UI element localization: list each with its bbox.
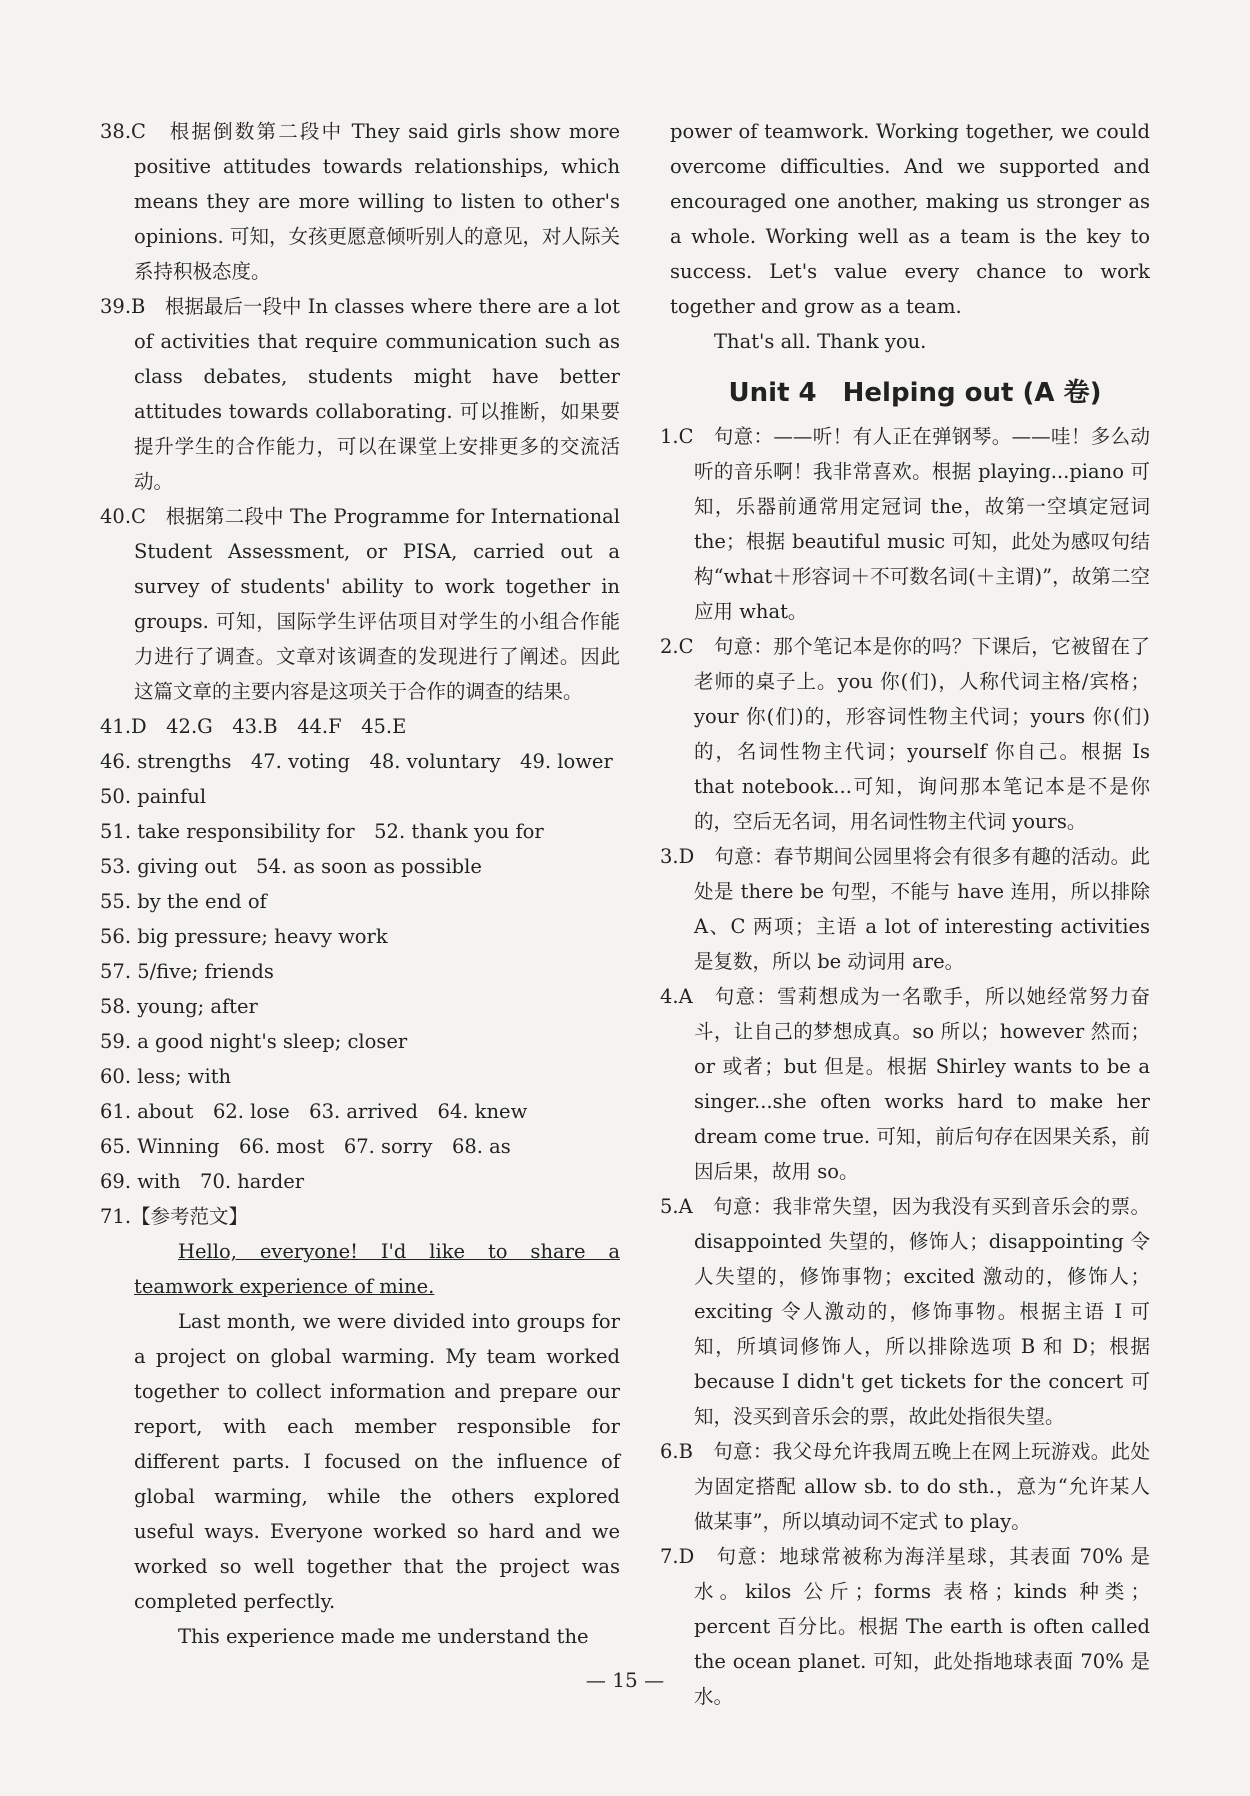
answer-line: 69. with 70. harder — [100, 1170, 305, 1193]
item-number: 5. — [660, 1195, 679, 1218]
answer-line: 57. 5/five; friends — [100, 960, 274, 983]
item-number: 3. — [660, 845, 679, 868]
answer-item-6 — [660, 1434, 1150, 1539]
item-text: C 句意：——听！有人正在弹钢琴。——哇！多么动听的音乐啊！我非常喜欢。根据 playing...piano 可知，乐器前通常用定冠词 the，故第一空填定冠词 the；根据 beautiful music 可知，此处为感叹句结构“what＋形容词＋不可数名词(＋主谓)”，故第二空应用 what。 — [678, 425, 1150, 623]
answer-line: 60. less; with — [100, 1065, 232, 1088]
item-text: C 根据第二段中 The Programme for International Student Assessment, or PISA, carried out a survey of students' ability to work together in groups. 可知，国际学生评估项目对学生的小组合作能力进行了调查。文章对该调查的发现进行了阐述。因此这篇文章的主要内容是这项关于合作的调查的结果。 — [131, 505, 620, 703]
answer-line: 59. a good night's sleep; closer — [100, 1030, 408, 1053]
model-essay — [100, 1234, 620, 1654]
item-text: D 句意：春节期间公园里将会有很多有趣的活动。此处是 there be 句型，不能与 have 连用，所以排除 A、C 两项；主语 a lot of interesting activities 是复数，所以 be 动词用 are。 — [678, 845, 1150, 973]
essay-paragraph: Hello, everyone! I'd like to share a teamwork experience of mine. — [134, 1240, 620, 1298]
answer-item-4 — [660, 979, 1150, 1189]
essay-closing: That's all. Thank you. — [714, 330, 927, 353]
answer-line: 58. young; after — [100, 995, 258, 1018]
answer-line: 65. Winning 66. most 67. sorry 68. as — [100, 1135, 511, 1158]
answer-line: 56. big pressure; heavy work — [100, 925, 388, 948]
answer-line: 46. strengths 47. voting 48. voluntary 49. lower — [100, 750, 613, 773]
essay-paragraph: power of teamwork. Working together, we could overcome difficulties. And we supported and encouraged one another, making us stronger as a whole. Working well as a team is the key to success. Let's value every chance to work together and grow as a team. — [670, 120, 1150, 318]
essay-paragraph: This experience made me understand the — [178, 1625, 589, 1648]
answer-line: 61. about 62. lose 63. arrived 64. knew — [100, 1100, 528, 1123]
essay-continuation — [660, 114, 1150, 359]
item-text: C 句意：那个笔记本是你的吗？下课后，它被留在了老师的桌子上。you 你(们)，人称代词主格/宾格；your 你(们)的，形容词性物主代词；yours 你(们)的，名词性物主代词；yourself 你自己。根据 Is that notebook...可知，询问那本笔记本是不是你的，空后无名词，用名词性物主代词 yours。 — [678, 635, 1150, 833]
answer-item-1 — [660, 419, 1150, 629]
answer-item-2 — [660, 629, 1150, 839]
unit-title: Unit 4 Helping out (A 卷) — [728, 378, 1102, 408]
item-number: 7. — [660, 1545, 679, 1568]
item-text: A 句意：雪莉想成为一名歌手，所以她经常努力奋斗，让自己的梦想成真。so 所以；however 然而；or 或者；but 但是。根据 Shirley wants to be a singer...she often works hard to make her dream come true. 可知，前后句存在因果关系，前因后果，故用 so。 — [678, 985, 1150, 1183]
page-number: — 15 — — [585, 1668, 665, 1692]
item-text: B 根据最后一段中 In classes where there are a lot of activities that require communication such as class debates, students might have better attitudes towards collaborating. 可以推断，如果要提升学生的合作能力，可以在课堂上安排更多的交流活动。 — [131, 295, 620, 493]
item-number: 1. — [660, 425, 679, 448]
answer-line: 51. take responsibility for 52. thank you for — [100, 820, 544, 843]
item-text: A 句意：我非常失望，因为我没有买到音乐会的票。disappointed 失望的，修饰人；disappointing 令人失望的，修饰事物；excited 激动的，修饰人；exciting 令人激动的，修饰事物。根据主语 I 可知，所填词修饰人，所以排除选项 B 和 D；根据 because I didn't get tickets for the concert 可知，没买到音乐会的票，故此处指很失望。 — [678, 1195, 1150, 1428]
answer-item-40 — [100, 499, 620, 709]
answer-line: 53. giving out 54. as soon as possible — [100, 855, 482, 878]
answer-line: 41.D 42.G 43.B 44.F 45.E — [100, 715, 407, 738]
right-column — [660, 114, 1150, 1714]
item-number: 38. — [100, 120, 132, 143]
answer-item-39 — [100, 289, 620, 499]
answer-item-5 — [660, 1189, 1150, 1434]
essay-paragraph: Last month, we were divided into groups for a project on global warming. My team worked together to collect information and prepare our report, with each member responsible for different parts. I focused on the influence of global warming, while the others explored useful ways. Everyone worked so hard and we worked so well together that the project was completed perfectly. — [134, 1310, 620, 1613]
item-text: B 句意：我父母允许我周五晚上在网上玩游戏。此处为固定搭配 allow sb. to do sth.，意为“允许某人做某事”，所以填动词不定式 to play。 — [678, 1440, 1150, 1533]
answer-line: 55. by the end of — [100, 890, 267, 913]
item-number: 6. — [660, 1440, 679, 1463]
item-number: 4. — [660, 985, 679, 1008]
answer-item-38 — [100, 114, 620, 289]
answer-item-3 — [660, 839, 1150, 979]
item-text: C 根据倒数第二段中 They said girls show more positive attitudes towards relationships, which means they are more willing to listen to other's opinions. 可知，女孩更愿意倾听别人的意见，对人际关系持积极态度。 — [131, 120, 620, 283]
essay-heading: 71.【参考范文】 — [100, 1205, 249, 1228]
item-text: D 句意：地球常被称为海洋星球，其表面 70% 是水。kilos 公斤；forms 表格；kinds 种类；percent 百分比。根据 The earth is often called the ocean planet. 可知，此处指地球表面 70% 是水。 — [678, 1545, 1150, 1708]
left-column — [100, 114, 620, 1654]
item-number: 40. — [100, 505, 132, 528]
answer-line: 50. painful — [100, 785, 207, 808]
item-number: 2. — [660, 635, 679, 658]
item-number: 39. — [100, 295, 132, 318]
